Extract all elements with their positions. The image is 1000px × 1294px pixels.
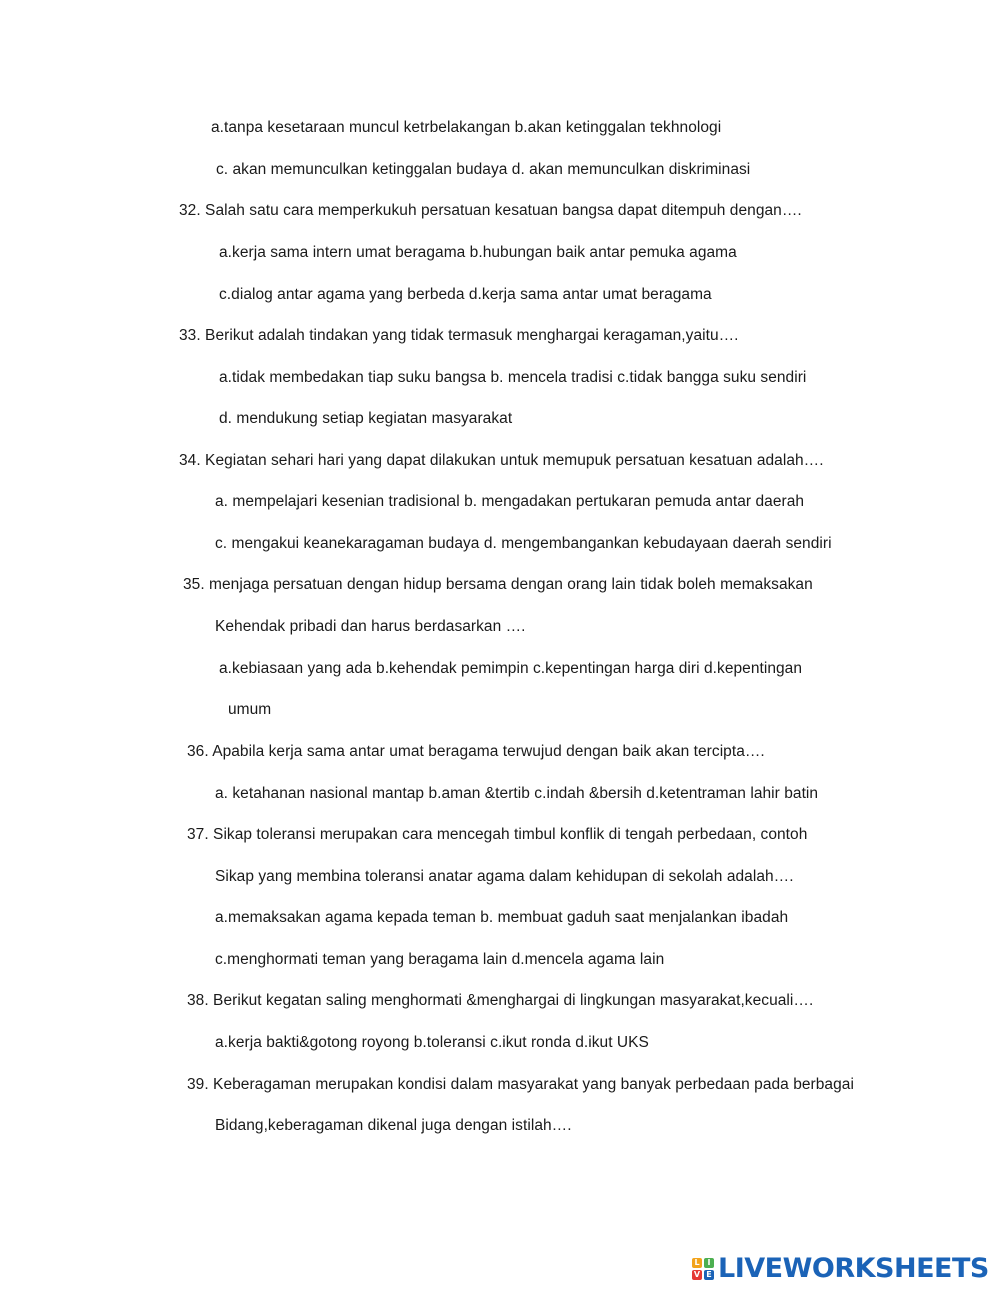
question-36: 36. Apabila kerja sama antar umat beragama terwujud dengan baik akan tercipta…. — [187, 743, 765, 760]
liveworksheets-logo[interactable] — [692, 1254, 989, 1284]
logo-square: I — [704, 1258, 714, 1268]
question-33: 33. Berikut adalah tindakan yang tidak termasuk menghargai keragaman,yaitu…. — [179, 327, 739, 344]
logo-square: L — [692, 1258, 702, 1268]
question-37-cont: Sikap yang membina toleransi anatar agama dalam kehidupan di sekolah adalah…. — [215, 868, 794, 885]
q35-options-cont: umum — [228, 701, 272, 718]
q34-options-cd: c. mengakui keanekaragaman budaya d. mengembangankan kebudayaan daerah sendiri — [215, 535, 832, 552]
question-34: 34. Kegiatan sehari hari yang dapat dilakukan untuk memupuk persatuan kesatuan adalah…. — [179, 452, 824, 469]
liveworksheets-logo-icon — [692, 1258, 714, 1280]
liveworksheets-logo-text: LIVEWORKSHEETS — [718, 1253, 989, 1284]
question-39: 39. Keberagaman merupakan kondisi dalam masyarakat yang banyak perbedaan pada berbagai — [187, 1076, 854, 1093]
q32-options-cd: c.dialog antar agama yang berbeda d.kerja sama antar umat beragama — [219, 286, 712, 303]
q37-options-cd: c.menghormati teman yang beragama lain d.mencela agama lain — [215, 951, 665, 968]
q37-options-ab: a.memaksakan agama kepada teman b. membuat gaduh saat menjalankan ibadah — [215, 909, 789, 926]
q31-options-ab: a.tanpa kesetaraan muncul ketrbelakangan b.akan ketinggalan tekhnologi — [211, 119, 722, 136]
question-32: 32. Salah satu cara memperkukuh persatuan kesatuan bangsa dapat ditempuh dengan…. — [179, 202, 802, 219]
q35-options: a.kebiasaan yang ada b.kehendak pemimpin c.kepentingan harga diri d.kepentingan — [219, 660, 803, 677]
q38-options: a.kerja bakti&gotong royong b.toleransi c.ikut ronda d.ikut UKS — [215, 1034, 649, 1051]
q33-options-abc: a.tidak membedakan tiap suku bangsa b. mencela tradisi c.tidak bangga suku sendiri — [219, 369, 807, 386]
q32-options-ab: a.kerja sama intern umat beragama b.hubungan baik antar pemuka agama — [219, 244, 737, 261]
question-35: 35. menjaga persatuan dengan hidup bersama dengan orang lain tidak boleh memaksakan — [183, 576, 813, 593]
question-35-cont: Kehendak pribadi dan harus berdasarkan …. — [215, 618, 526, 635]
question-38: 38. Berikut kegatan saling menghormati &menghargai di lingkungan masyarakat,kecuali…. — [187, 992, 814, 1009]
logo-square: V — [693, 1270, 701, 1279]
q34-options-ab: a. mempelajari kesenian tradisional b. mengadakan pertukaran pemuda antar daerah — [215, 493, 805, 510]
q31-options-cd: c. akan memunculkan ketinggalan budaya d. akan memunculkan diskriminasi — [216, 161, 751, 178]
logo-square: E — [704, 1270, 714, 1280]
q36-options: a. ketahanan nasional mantap b.aman &tertib c.indah &bersih d.ketentraman lahir batin — [215, 785, 819, 802]
q33-option-d: d. mendukung setiap kegiatan masyarakat — [219, 410, 513, 427]
question-39-cont: Bidang,keberagaman dikenal juga dengan istilah…. — [215, 1117, 572, 1134]
question-37: 37. Sikap toleransi merupakan cara mencegah timbul konflik di tengah perbedaan, contoh — [187, 826, 808, 843]
